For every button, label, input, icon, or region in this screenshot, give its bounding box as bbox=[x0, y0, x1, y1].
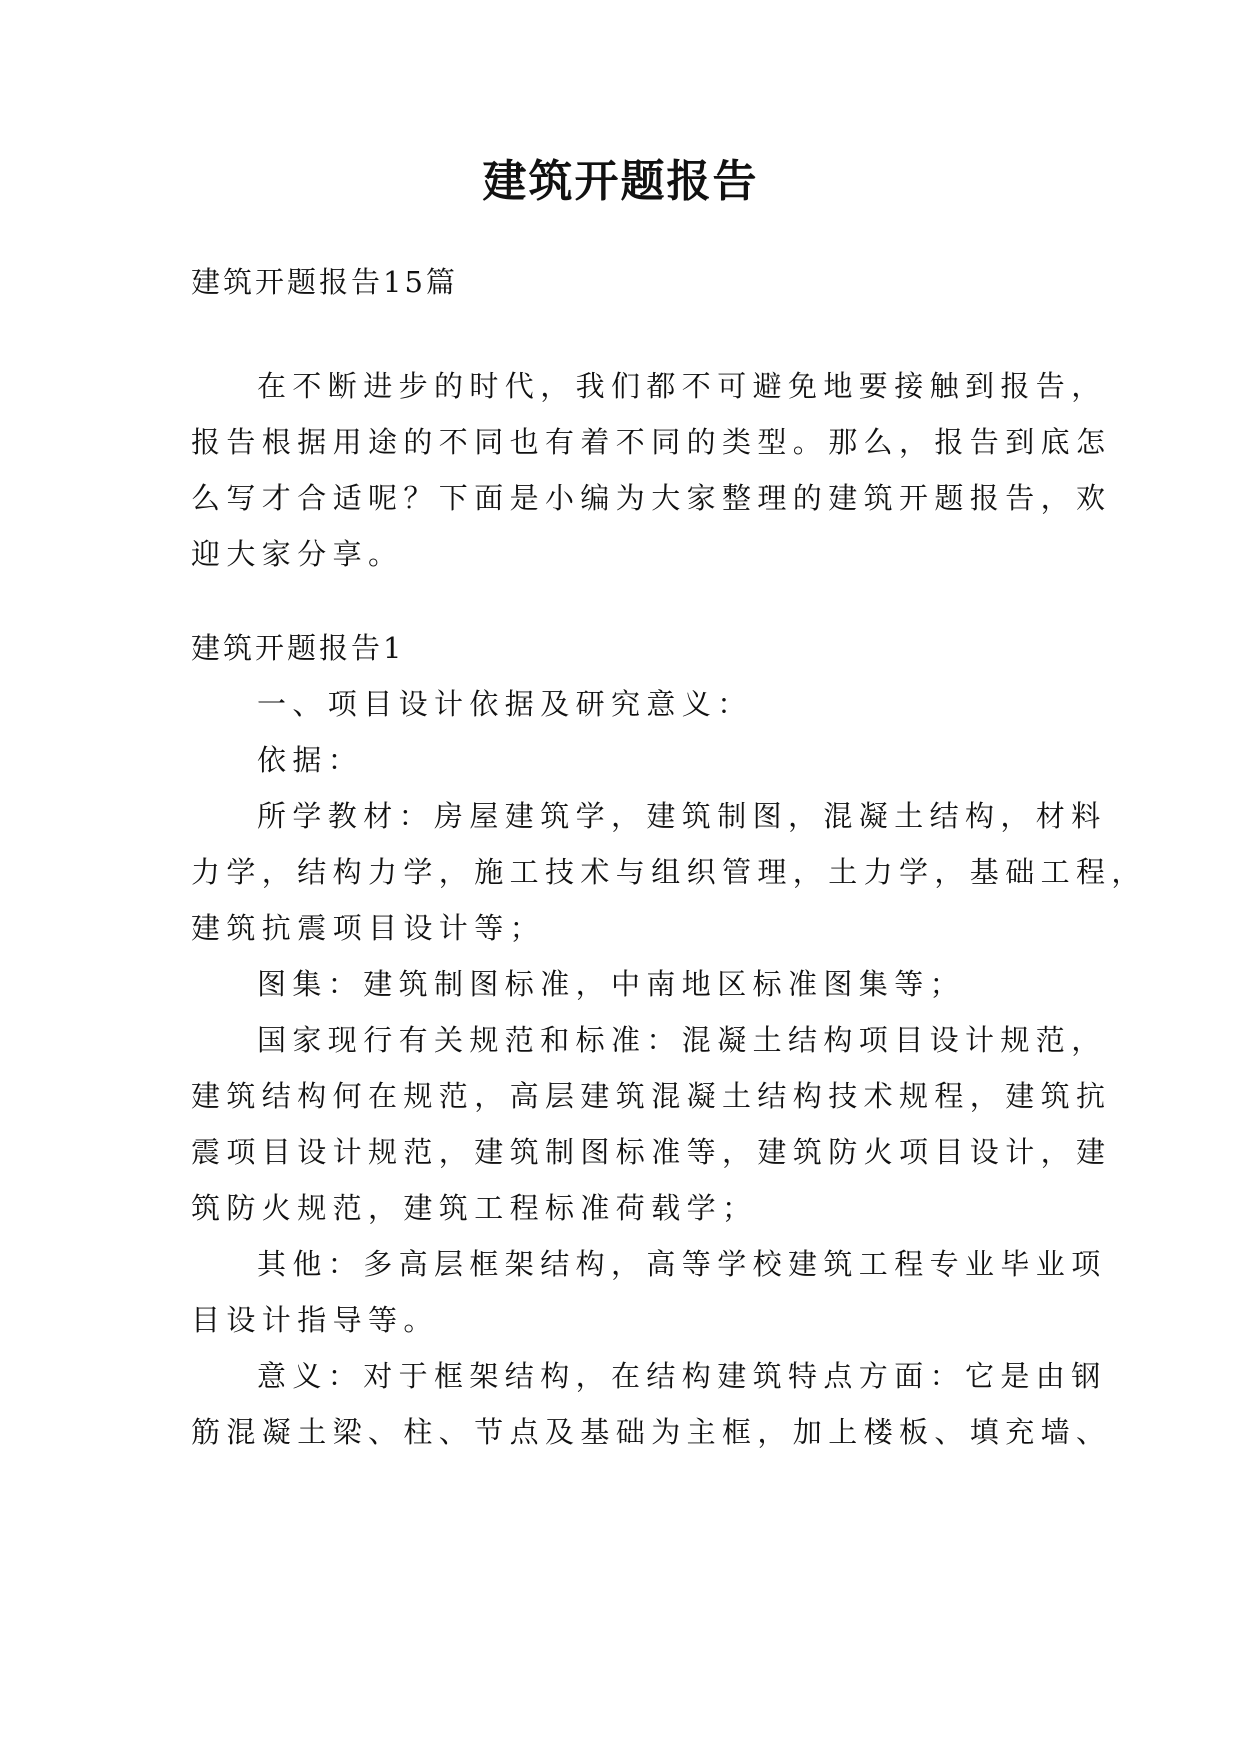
body-line: 震项目设计规范，建筑制图标准等，建筑防火项目设计，建 bbox=[191, 1135, 1112, 1169]
body-line: 建筑结构何在规范，高层建筑混凝土结构技术规程，建筑抗 bbox=[191, 1079, 1112, 1113]
body-line: 其他：多高层框架结构，高等学校建筑工程专业毕业项 bbox=[257, 1247, 1107, 1281]
document-subtitle: 建筑开题报告15篇 bbox=[191, 265, 458, 299]
body-line: 国家现行有关规范和标准：混凝土结构项目设计规范， bbox=[257, 1023, 1107, 1057]
intro-line: 么写才合适呢？下面是小编为大家整理的建筑开题报告，欢 bbox=[191, 481, 1112, 515]
body-line: 一、项目设计依据及研究意义： bbox=[257, 687, 753, 721]
body-line: 力学，结构力学，施工技术与组织管理，土力学，基础工程， bbox=[191, 855, 1147, 889]
section-heading: 建筑开题报告1 bbox=[191, 631, 405, 665]
body-line: 图集：建筑制图标准，中南地区标准图集等； bbox=[257, 967, 966, 1001]
body-line: 目设计指导等。 bbox=[191, 1303, 439, 1337]
body-line: 所学教材：房屋建筑学，建筑制图，混凝土结构，材料 bbox=[257, 799, 1107, 833]
body-line: 筋混凝土梁、柱、节点及基础为主框，加上楼板、填充墙、 bbox=[191, 1415, 1112, 1449]
body-line: 建筑抗震项目设计等； bbox=[191, 911, 546, 945]
intro-line: 迎大家分享。 bbox=[191, 537, 404, 571]
intro-line: 在不断进步的时代，我们都不可避免地要接触到报告， bbox=[257, 369, 1107, 403]
document-title: 建筑开题报告 bbox=[482, 156, 759, 207]
body-line: 筑防火规范，建筑工程标准荷载学； bbox=[191, 1191, 758, 1225]
intro-line: 报告根据用途的不同也有着不同的类型。那么，报告到底怎 bbox=[191, 425, 1112, 459]
body-line: 意义：对于框架结构，在结构建筑特点方面：它是由钢 bbox=[257, 1359, 1107, 1393]
body-line: 依据： bbox=[257, 743, 364, 777]
